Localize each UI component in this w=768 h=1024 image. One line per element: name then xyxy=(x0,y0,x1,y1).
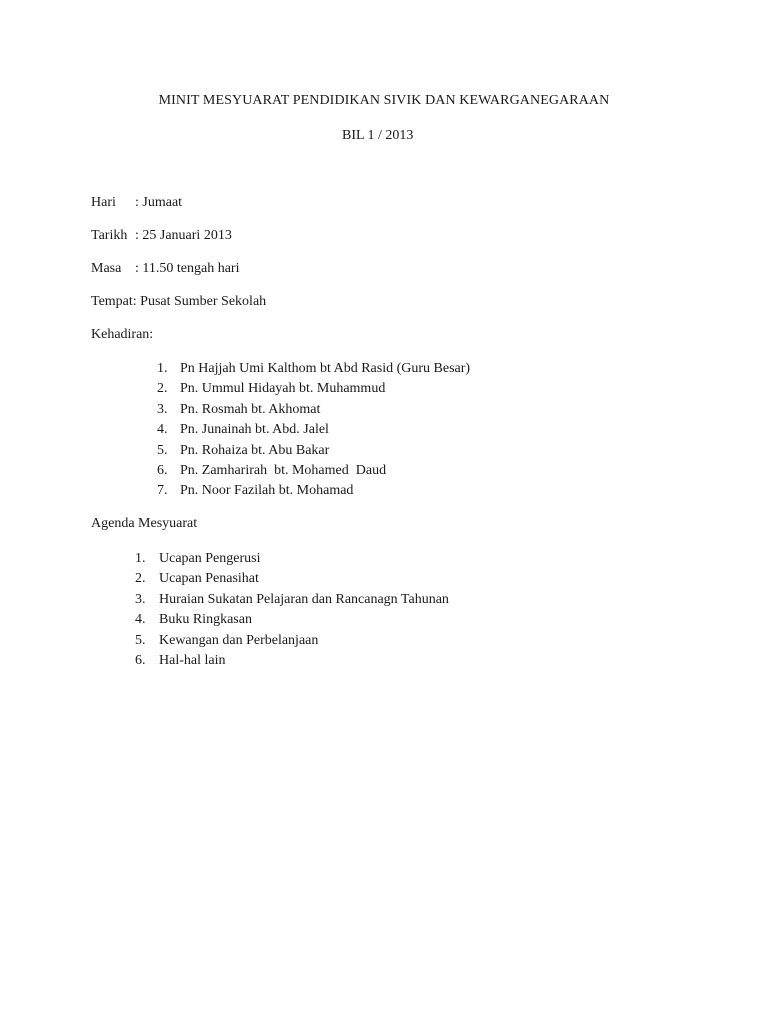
list-item-number: 6. xyxy=(135,652,146,668)
list-item-number: 3. xyxy=(135,591,146,607)
list-item-text: Huraian Sukatan Pelajaran dan Rancanagn Tahunan xyxy=(159,591,449,607)
detail-value: : Pusat Sumber Sekolah xyxy=(132,294,267,309)
list-item-number: 1. xyxy=(135,551,146,566)
attendance-heading: Kehadiran: xyxy=(91,327,154,342)
detail-value: : 25 Januari 2013 xyxy=(135,228,232,243)
list-item-number: 2. xyxy=(135,571,146,587)
list-item-text: Pn. Junainah bt. Abd. Jalel xyxy=(180,422,329,438)
list-item-text: Pn. Zamharirah bt. Mohamed Daud xyxy=(180,462,387,478)
list-item-number: 5. xyxy=(157,442,168,458)
list-item-number: 7. xyxy=(157,483,168,499)
detail-value: : Jumaat xyxy=(135,195,183,210)
list-item-text: Ucapan Pengerusi xyxy=(159,551,261,566)
detail-label: Tarikh xyxy=(91,228,128,243)
list-item-number: 3. xyxy=(157,401,168,417)
list-item-number: 4. xyxy=(157,422,168,438)
detail-masa xyxy=(91,261,239,277)
document-subtitle: BIL 1 / 2013 xyxy=(342,128,414,143)
list-item-number: 6. xyxy=(157,462,168,478)
list-item-text: Pn. Rohaiza bt. Abu Bakar xyxy=(180,442,330,458)
detail-tarikh xyxy=(91,228,232,244)
detail-hari xyxy=(91,195,182,211)
detail-label: Hari xyxy=(91,195,116,210)
list-item-text: Pn. Rosmah bt. Akhomat xyxy=(180,401,321,417)
list-item-text: Hal-hal lain xyxy=(159,652,226,668)
detail-label: Tempat xyxy=(91,294,133,309)
list-item-text: Ucapan Penasihat xyxy=(159,571,259,587)
list-item-text: Pn Hajjah Umi Kalthom bt Abd Rasid (Guru Besar) xyxy=(180,361,471,376)
detail-label: Masa xyxy=(91,261,122,276)
list-item-number: 1. xyxy=(157,361,168,376)
list-item-number: 5. xyxy=(135,632,146,648)
list-item-text: Pn. Noor Fazilah bt. Mohamad xyxy=(180,483,354,499)
list-item-text: Buku Ringkasan xyxy=(159,612,252,628)
list-item-text: Pn. Ummul Hidayah bt. Muhammud xyxy=(180,381,386,397)
agenda-heading: Agenda Mesyuarat xyxy=(91,516,198,531)
document-title: MINIT MESYUARAT PENDIDIKAN SIVIK DAN KEWARGANEGARAAN xyxy=(158,93,610,108)
detail-tempat xyxy=(91,294,266,310)
list-item-number: 2. xyxy=(157,381,168,397)
list-item-number: 4. xyxy=(135,612,146,628)
detail-value: : 11.50 tengah hari xyxy=(135,261,240,276)
list-item-text: Kewangan dan Perbelanjaan xyxy=(159,632,319,648)
